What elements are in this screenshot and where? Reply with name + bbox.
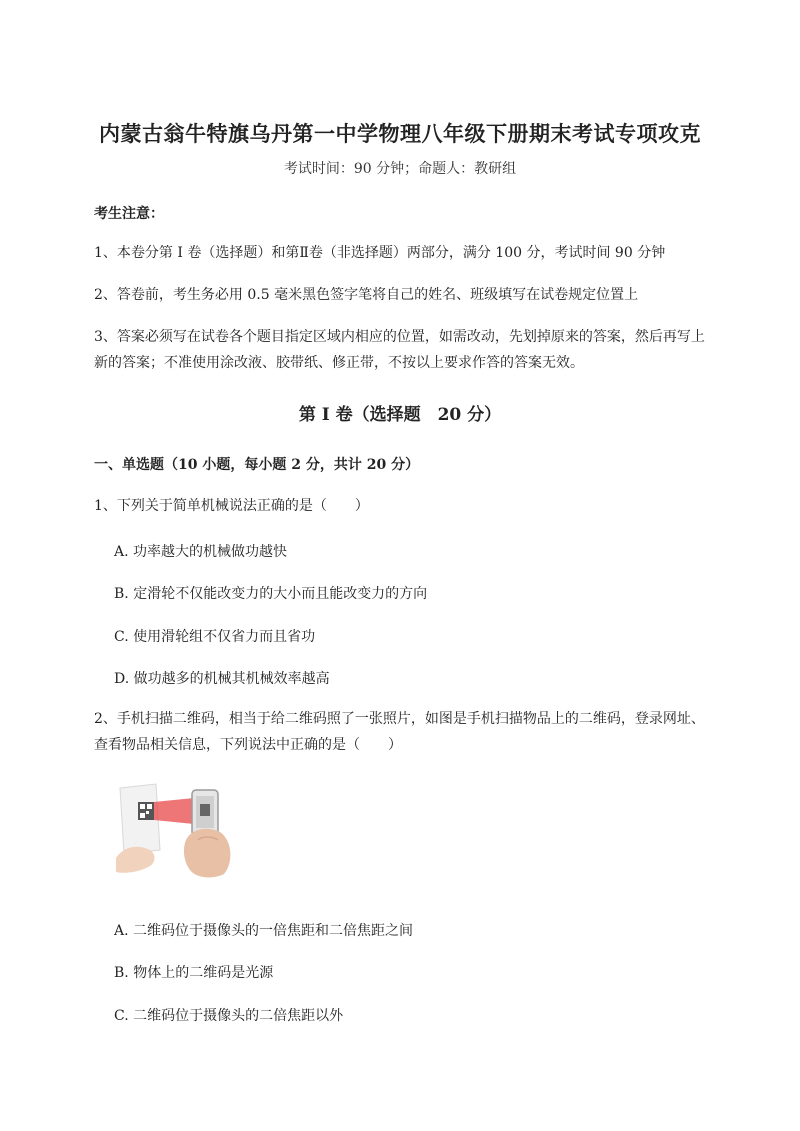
notice-item: 3、答案必须写在试卷各个题目指定区域内相应的位置，如需改动，先划掉原来的答案，然后再写上新的答案；不准使用涂改液、胶带纸、修正带，不按以上要求作答的答案无效。 — [94, 329, 705, 371]
question-1-option-c: C. 使用滑轮组不仅省力而且省功 — [114, 629, 316, 645]
exam-title: 内蒙古翁牛特旗乌丹第一中学物理八年级下册期末考试专项攻克 — [99, 121, 701, 146]
question-1-stem: 1、下列关于简单机械说法正确的是（ ） — [94, 498, 369, 514]
question-1-option-a: A. 功率越大的机械做功越快 — [114, 544, 288, 560]
section-title: 第 I 卷（选择题 20 分） — [298, 405, 502, 425]
phone-scanning-qr-figure — [116, 780, 236, 880]
question-2-option-c: C. 二维码位于摄像头的二倍焦距以外 — [114, 1008, 344, 1024]
notice-item: 1、本卷分第 I 卷（选择题）和第Ⅱ卷（非选择题）两部分，满分 100 分，考试时间 90 分钟 — [94, 245, 666, 261]
notice-heading: 考生注意： — [94, 206, 164, 222]
notice-item: 2、答卷前，考生务必用 0.5 毫米黑色签字笔将自己的姓名、班级填写在试卷规定位置上 — [94, 287, 639, 303]
question-1-option-d: D. 做功越多的机械其机械效率越高 — [114, 671, 330, 687]
exam-subtitle: 考试时间：90 分钟；命题人：教研组 — [283, 161, 517, 177]
question-2-option-a: A. 二维码位于摄像头的一倍焦距和二倍焦距之间 — [114, 923, 414, 939]
question-1-option-b: B. 定滑轮不仅能改变力的大小而且能改变力的方向 — [114, 586, 428, 602]
part-heading: 一、单选题（10 小题，每小题 2 分，共计 20 分） — [94, 457, 420, 473]
question-2-stem: 2、手机扫描二维码，相当于给二维码照了一张照片，如图是手机扫描物品上的二维码，登录网址、查看物品相关信息，下列说法中正确的是（ ） — [94, 711, 705, 753]
question-2-option-b: B. 物体上的二维码是光源 — [114, 965, 274, 981]
